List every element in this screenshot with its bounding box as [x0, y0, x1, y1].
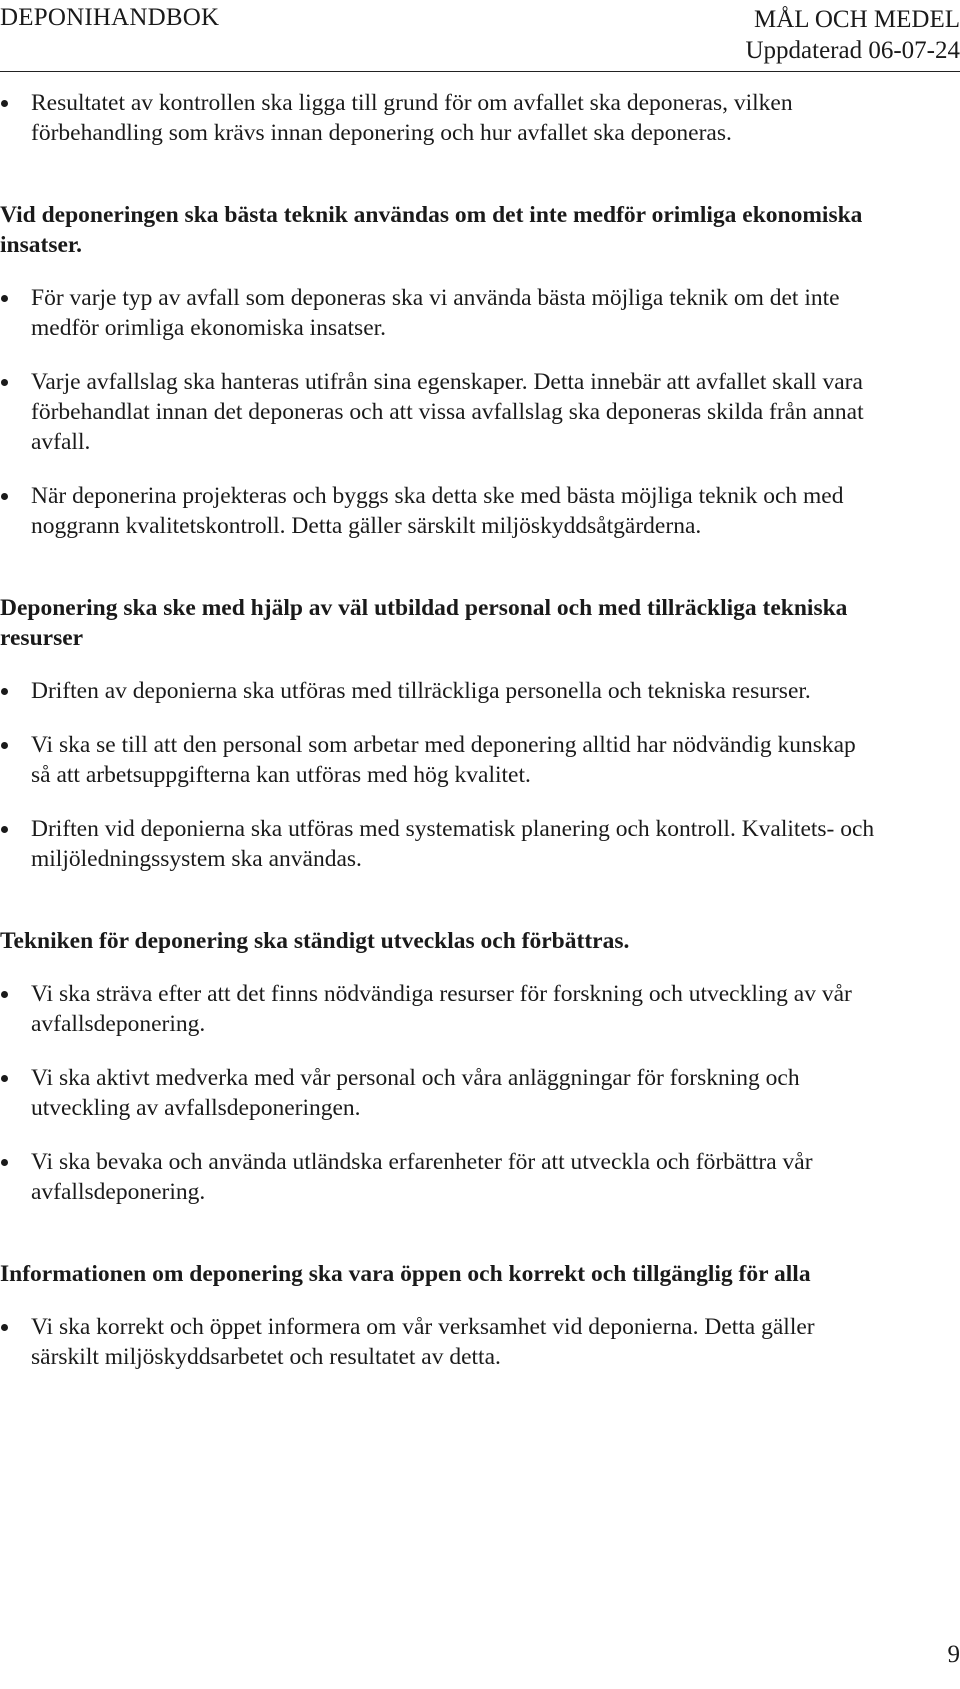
bullet-item: Varje avfallslag ska hanteras utifrån sina egenskaper. Detta innebär att avfallet skall vara förbehandlat innan det deponeras och att vissa avfallslag ska deponeras skilda från annat avfall.: [0, 367, 881, 457]
page-header: [0, 0, 960, 70]
document-body: [0, 88, 960, 1372]
section-heading: Deponering ska ske med hjälp av väl utbildad personal och med tillräckliga tekniska resurser: [0, 595, 848, 651]
bullet-item: Resultatet av kontrollen ska ligga till grund för om avfallet ska deponeras, vilken förbehandling som krävs innan deponering och hur avfallet ska deponeras.: [0, 88, 881, 148]
bullet-item: För varje typ av avfall som deponeras ska vi använda bästa möjliga teknik om det inte medför orimliga ekonomiska insatser.: [0, 283, 881, 343]
bullet-item: Vi ska se till att den personal som arbetar med deponering alltid har nödvändig kunskap så att arbetsuppgifterna kan utföras med hög kvalitet.: [0, 730, 881, 790]
bullet-item: Vi ska sträva efter att det finns nödvändiga resurser för forskning och utveckling av vår avfallsdeponering.: [0, 979, 881, 1039]
section-heading: Tekniken för deponering ska ständigt utvecklas och förbättras.: [0, 928, 630, 954]
bullet-item: När deponerina projekteras och byggs ska detta ske med bästa möjliga teknik och med noggrann kvalitetskontroll. Detta gäller särskilt miljöskyddsåtgärderna.: [0, 481, 881, 541]
header-divider: [0, 71, 960, 72]
updated-date: Uppdaterad 06-07-24: [745, 37, 960, 64]
section-heading: Informationen om deponering ska vara öppen och korrekt och tillgänglig för alla: [0, 1261, 811, 1287]
bullet-item: Vi ska bevaka och använda utländska erfarenheter för att utveckla och förbättra vår avfallsdeponering.: [0, 1147, 881, 1207]
bullet-item: Driften vid deponierna ska utföras med systematisk planering och kontroll. Kvalitets- och miljöledningssystem ska användas.: [0, 814, 881, 874]
bullet-item: Vi ska korrekt och öppet informera om vår verksamhet vid deponierna. Detta gäller särskilt miljöskyddsarbetet och resultatet av detta.: [0, 1312, 881, 1372]
page-number: 9: [947, 1641, 960, 1668]
section-title: MÅL OCH MEDEL: [753, 6, 960, 33]
document-title: DEPONIHANDBOK: [0, 4, 220, 31]
bullet-item: Driften av deponierna ska utföras med tillräckliga personella och tekniska resurser.: [0, 676, 881, 706]
header-right: [745, 4, 960, 66]
bullet-item: Vi ska aktivt medverka med vår personal och våra anläggningar för forskning och utveckling av avfallsdeponeringen.: [0, 1063, 881, 1123]
section-heading: Vid deponeringen ska bästa teknik användas om det inte medför orimliga ekonomiska insatser.: [0, 202, 863, 258]
